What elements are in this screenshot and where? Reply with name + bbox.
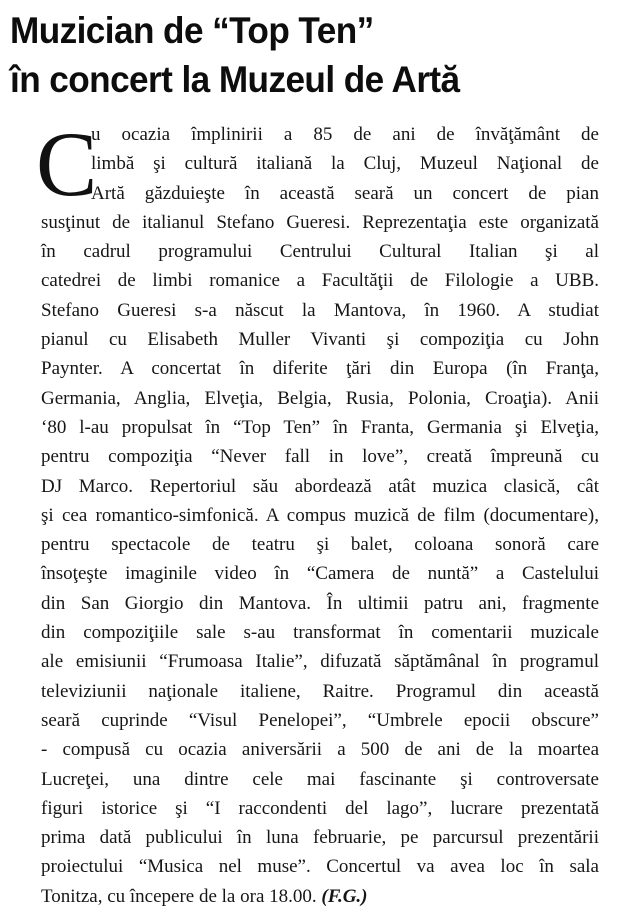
article-line: Lucreţei, una dintre cele mai fascinante şi controversate xyxy=(41,768,599,790)
article-line: din San Giorgio din Mantova. În ultimii patru ani, fragmente xyxy=(41,592,599,614)
drop-cap: C xyxy=(36,113,98,215)
article-body xyxy=(36,113,599,910)
article-line: televiziunii naţionale italiene, Raitre. Programul din această xyxy=(41,680,599,702)
article-line: din compoziţiile sale s-au transformat în comentarii muzicale xyxy=(41,622,599,644)
article-headline xyxy=(10,6,580,104)
article-line: ale emisiunii “Frumoasa Italie”, difuzată săptămânal în programul xyxy=(41,651,599,673)
article-line: u ocazia împlinirii a 85 de ani de învăţământ de xyxy=(91,124,599,145)
headline-line-2: în concert la Muzeul de Artă xyxy=(10,59,460,100)
article-line: proiectului “Musica nel muse”. Concertul va avea loc în sala xyxy=(41,856,599,878)
article-line: în cadrul programului Centrului Cultural Italian şi al xyxy=(41,241,599,263)
article-line: Germania, Anglia, Elveţia, Belgia, Rusia, Polonia, Croaţia). Anii xyxy=(41,387,599,409)
headline-line-1: Muzician de “Top Ten” xyxy=(10,10,374,51)
article-line: catedrei de limbi romanice a Facultăţii de Filologie a UBB. xyxy=(41,270,599,292)
article-line: ‘80 l-au propulsat în “Top Ten” în Franta, Germania şi Elveţia, xyxy=(41,416,599,438)
article-line: pentru compoziţia “Never fall in love”, creată împreună cu xyxy=(41,446,599,468)
article-line: prima dată publicului în luna februarie, pe parcursul prezentării xyxy=(41,827,599,849)
article-line: - compusă cu ocazia aniversării a 500 de ani de la moartea xyxy=(41,739,599,761)
article-line: pentru spectacole de teatru şi balet, coloana sonoră care xyxy=(41,534,599,556)
author-signature: (F.G.) xyxy=(321,885,368,907)
article-line: DJ Marco. Repertoriul său abordează atât muzica clasică, cât xyxy=(41,475,599,497)
article-line: pianul cu Elisabeth Muller Vivanti şi compoziţia cu John xyxy=(41,329,599,351)
article-line: însoţeşte imaginile video în “Camera de nuntă” a Castelului xyxy=(41,563,599,585)
article-last-line xyxy=(41,882,599,911)
article-line: susţinut de italianul Stefano Gueresi. Reprezentaţia este organizată xyxy=(41,211,599,233)
article-line: Stefano Gueresi s-a născut la Mantova, în 1960. A studiat xyxy=(41,299,599,321)
article-line: limbă şi cultură italiană la Cluj, Muzeul Naţional de xyxy=(91,153,599,175)
article-line: şi cea romantico-simfonică. A compus muzică de film (documentare), xyxy=(41,504,599,526)
article-line: seară cuprinde “Visul Penelopei”, “Umbrele epocii obscure” xyxy=(41,709,599,731)
article-closing-text: Tonitza, cu începere de la ora 18.00. xyxy=(41,885,317,907)
article-line: Paynter. A concertat în diferite ţări din Europa (în Franţa, xyxy=(41,358,599,380)
article-line: figuri istorice şi “I raccondenti del lago”, lucrare prezentată xyxy=(41,797,599,819)
article-line: Artă găzduieşte în această seară un concert de pian xyxy=(91,182,599,204)
